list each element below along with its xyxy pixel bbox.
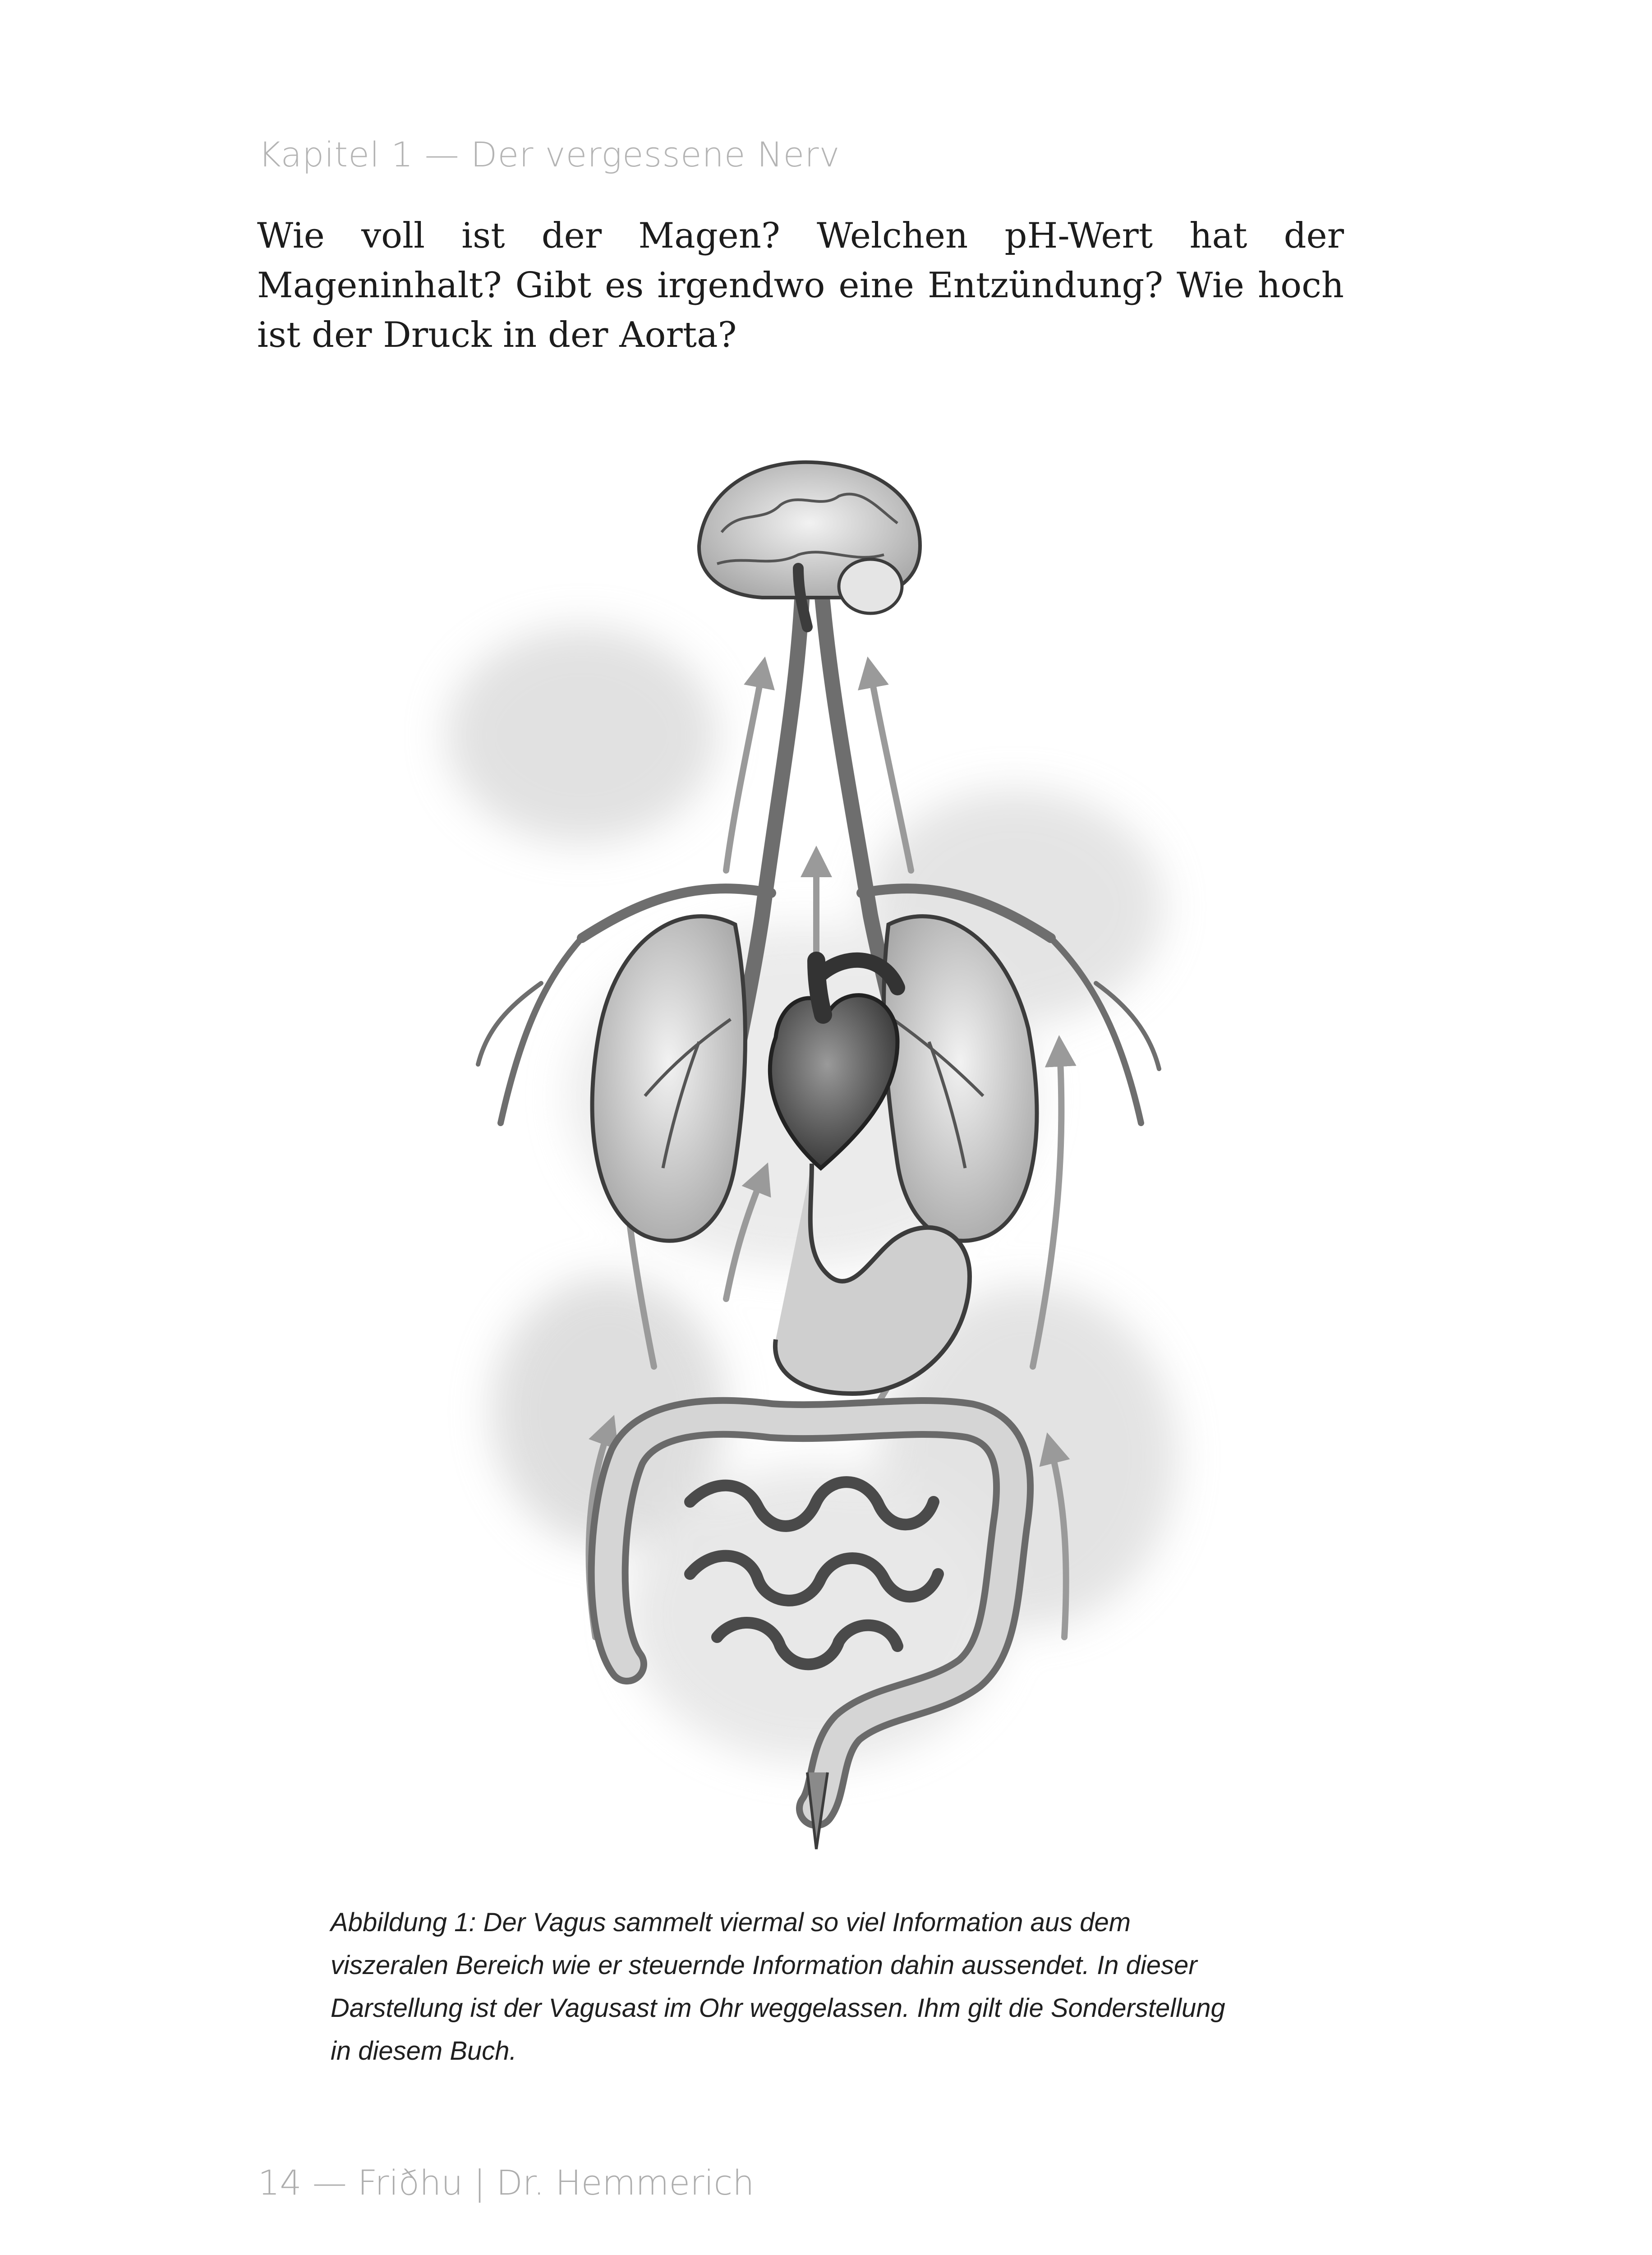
caption-line-1: Abbildung 1: Der Vagus sammelt viermal so viel Information aus dem [331, 1908, 1131, 1937]
brain-drawing [699, 462, 920, 627]
illustration-svg [329, 419, 1276, 1881]
caption-line-3: Darstellung ist der Vagusast im Ohr weggelassen. Ihm gilt die Sonderstellung [331, 1993, 1225, 2023]
caption-line-4: in diesem Buch. [331, 2036, 517, 2066]
vagus-organ-illustration [329, 419, 1276, 1881]
running-header: Kapitel 1 — Der vergessene Nerv [258, 134, 840, 175]
figure-caption [331, 1901, 1323, 2072]
page-footer: 14 — Friðhu | Dr. Hemmerich [258, 2163, 755, 2203]
caption-line-2: viszeralen Bereich wie er steuernde Information dahin aussendet. In dieser [331, 1951, 1197, 1980]
body-paragraph: Wie voll ist der Magen? Welchen pH-Wert hat der Mageninhalt? Gibt es irgendwo eine Entzündung? Wie hoch ist der Druck in der Aorta? [257, 216, 1344, 355]
